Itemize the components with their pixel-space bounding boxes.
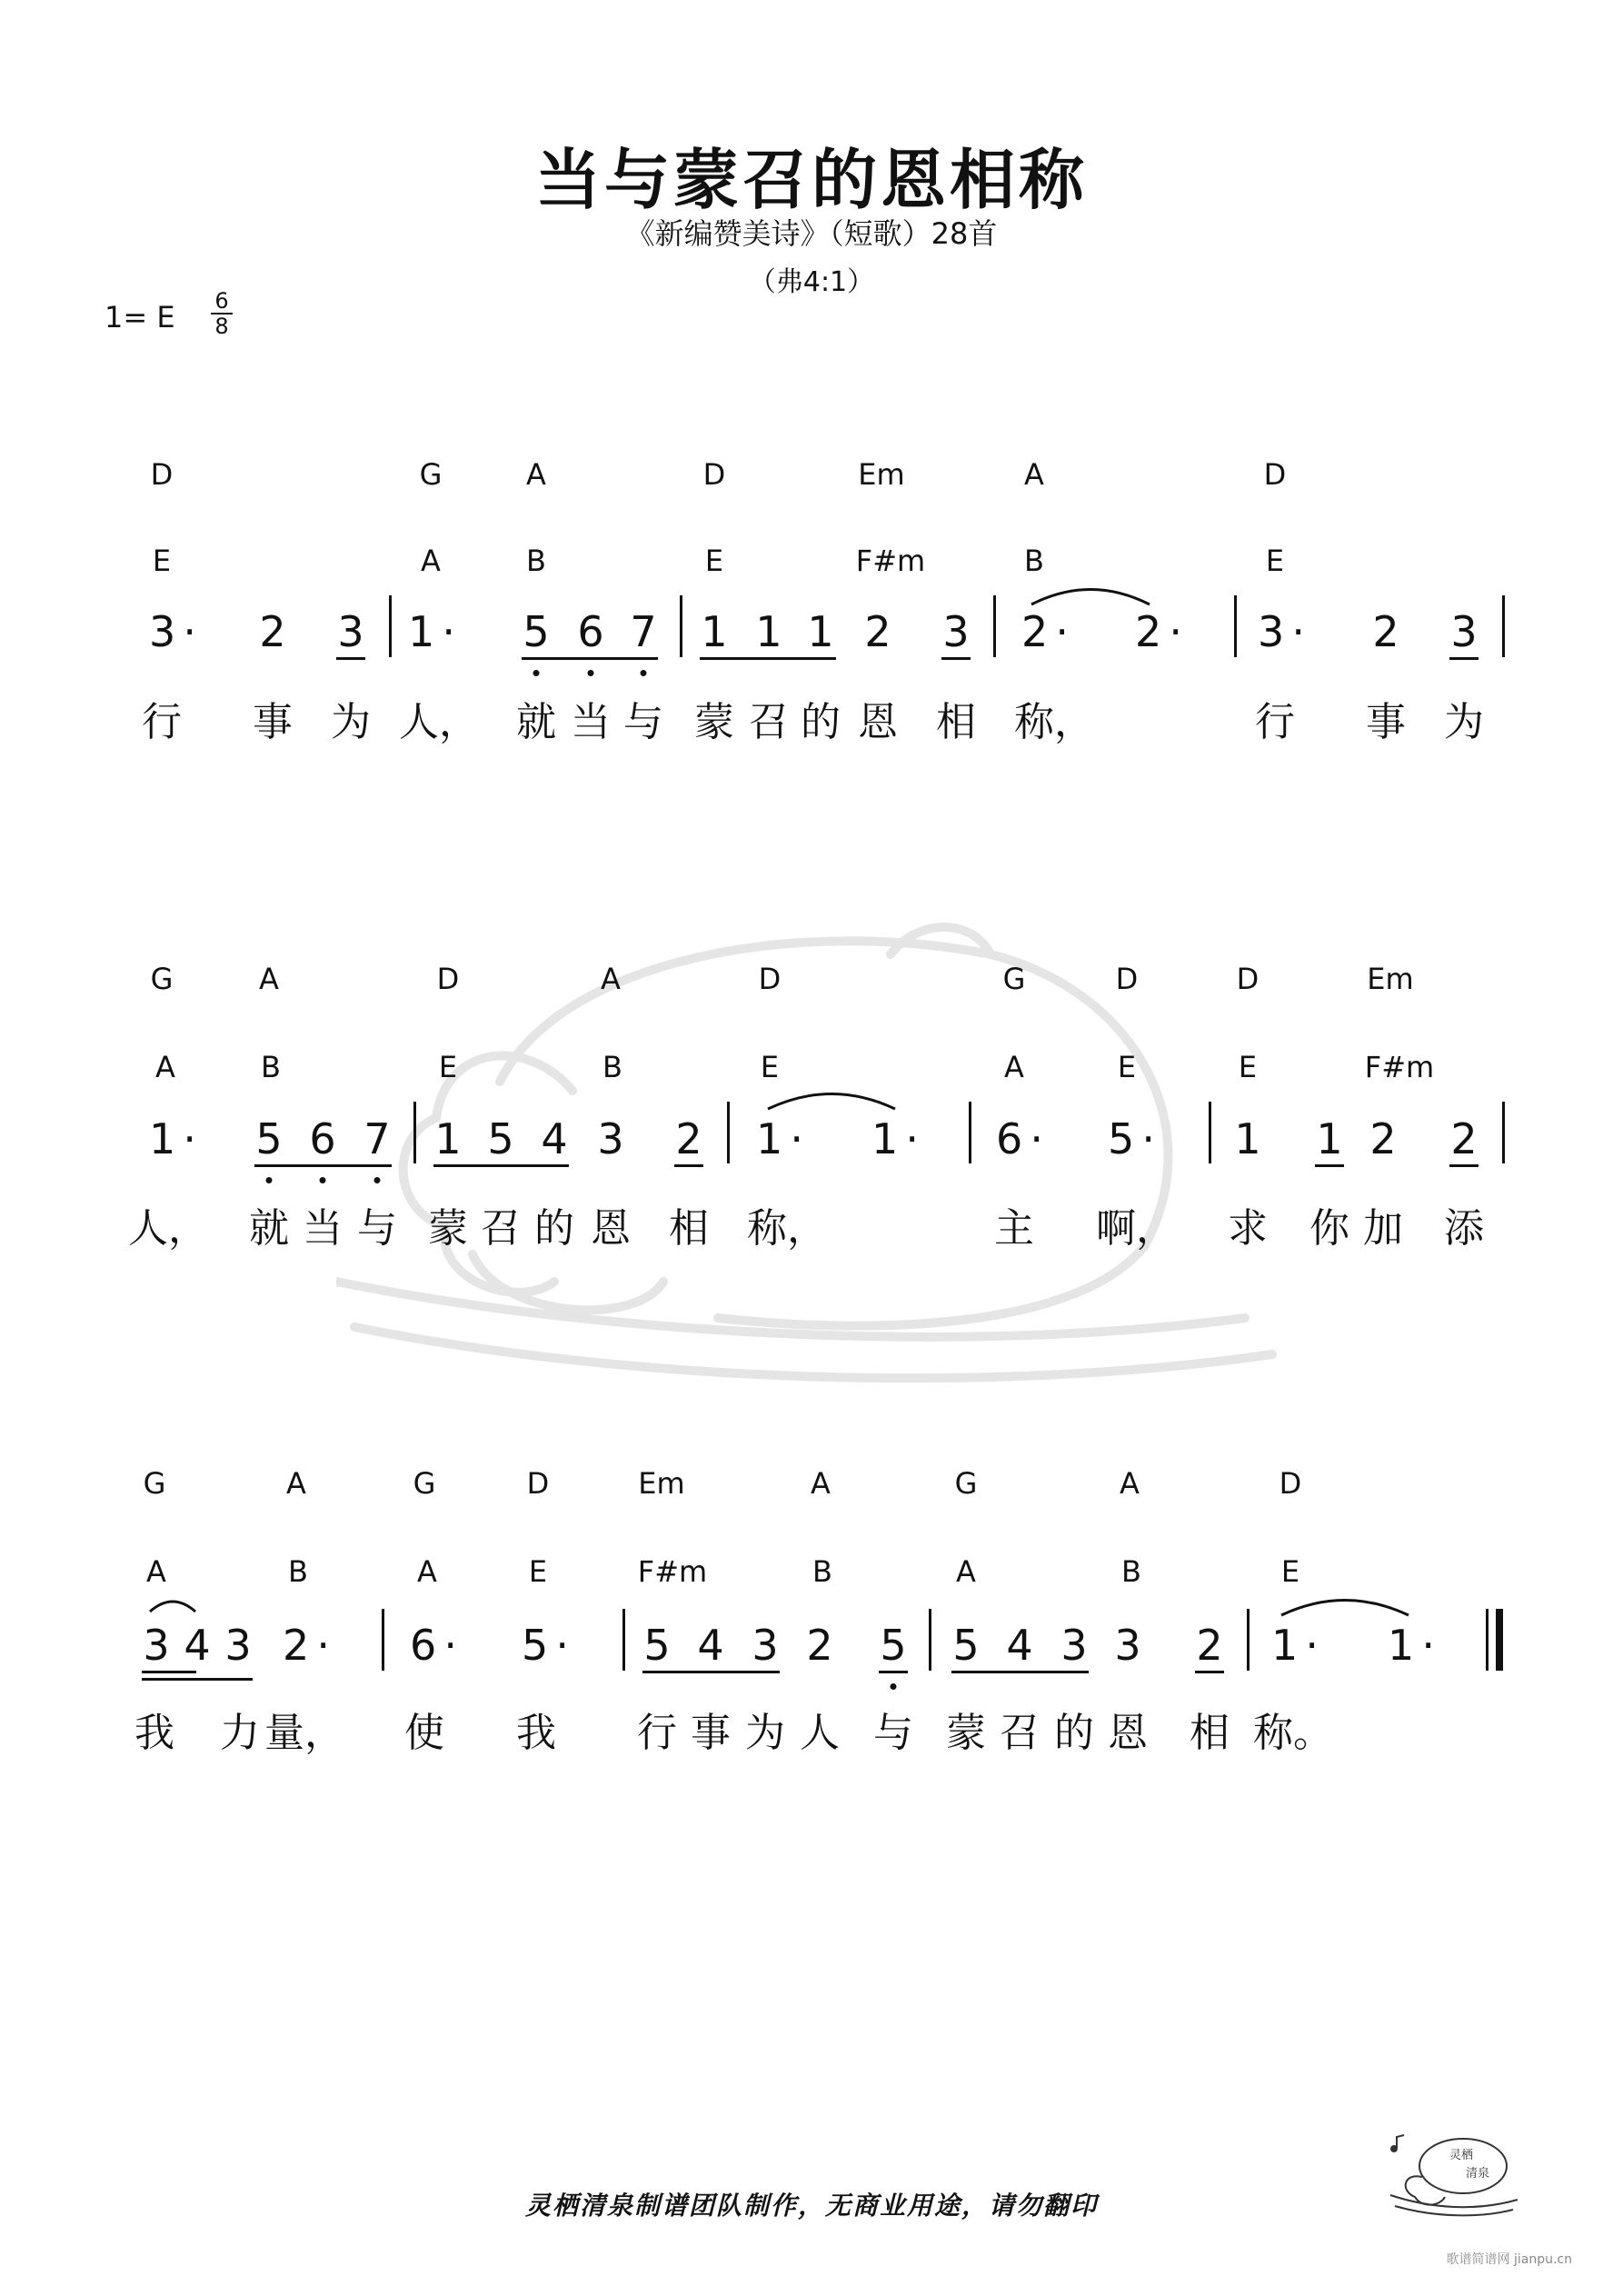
note: 3 [752, 1621, 779, 1670]
chord: E [438, 1050, 458, 1084]
chord: B [602, 1050, 622, 1084]
lyric: 就 [516, 699, 556, 745]
lyric: 召 [749, 699, 789, 745]
note: 1 · [408, 607, 455, 656]
chord: E [528, 1554, 548, 1589]
note: 3 [597, 1114, 624, 1163]
note: 5 [880, 1621, 907, 1670]
note: 2 [1196, 1621, 1223, 1670]
chord: E [1238, 1050, 1258, 1084]
low-dot [533, 670, 540, 676]
note: 5 [255, 1114, 283, 1163]
note: 5 [643, 1621, 671, 1670]
note: 2 · [1135, 607, 1182, 656]
lyric: 为 [1444, 699, 1484, 745]
chord: D [526, 1466, 550, 1501]
chord: B [1024, 544, 1044, 578]
lyric: 主 [994, 1205, 1034, 1252]
time-signature-bottom: 8 [211, 313, 233, 338]
note: 3 [1060, 1621, 1088, 1670]
underline [642, 1671, 780, 1673]
lyric: 称， [747, 1205, 827, 1252]
underline [941, 657, 971, 660]
note: 2 [1372, 607, 1399, 656]
lyric: 与 [357, 1205, 397, 1252]
lyric: 蒙 [694, 699, 734, 745]
note: 2 [259, 607, 286, 656]
note: 7 [630, 607, 657, 656]
lyric: 与 [873, 1710, 913, 1756]
lyric: 事 [1366, 699, 1406, 745]
note: 4 [1006, 1621, 1033, 1670]
lyric: 行 [142, 699, 182, 745]
lyric: 恩 [591, 1205, 631, 1252]
lyric: 事 [253, 699, 293, 745]
chord: F#m [1364, 1050, 1435, 1084]
note: 6 · [410, 1621, 457, 1670]
chord: A [956, 1554, 976, 1589]
lyric: 你 [1309, 1205, 1349, 1252]
note: 3 [942, 607, 970, 656]
lyric: 行 [1255, 699, 1295, 745]
note: 1 [701, 607, 728, 656]
note: 7 [363, 1114, 391, 1163]
lyric: 啊， [1096, 1205, 1176, 1252]
tie-icon [763, 1086, 900, 1113]
lyric: 的 [534, 1205, 574, 1252]
low-dot [320, 1177, 326, 1183]
lyric: 力 [220, 1710, 260, 1756]
song-subtitle: 《新编赞美诗》（短歌）28首 [625, 216, 998, 251]
note: 5 · [1108, 1114, 1155, 1163]
barline [727, 1102, 730, 1163]
chord: G [150, 962, 174, 996]
note: 3 [1450, 607, 1478, 656]
lyric: 的 [801, 699, 841, 745]
note: 1 · [756, 1114, 803, 1163]
underline [1315, 1164, 1344, 1167]
note: 1 [755, 607, 782, 656]
chord: F#m [855, 544, 926, 578]
chord: D [1236, 962, 1260, 996]
underline [254, 1164, 392, 1167]
chord: A [601, 962, 621, 996]
lyric: 召 [481, 1205, 521, 1252]
chord: B [1121, 1554, 1141, 1589]
note: 1 [1234, 1114, 1261, 1163]
underline [142, 1678, 253, 1681]
chord: A [286, 1466, 306, 1501]
note: 2 [1369, 1114, 1397, 1163]
chord: G [413, 1466, 436, 1501]
chord: A [146, 1554, 166, 1589]
underline [336, 657, 365, 660]
barline [680, 595, 682, 657]
lyric: 召 [1000, 1710, 1040, 1756]
scripture-reference: （弗4:1） [748, 266, 875, 298]
chord: A [811, 1466, 831, 1501]
chord: G [954, 1466, 978, 1501]
lyric: 蒙 [946, 1710, 986, 1756]
sheep-logo-icon [1386, 2131, 1522, 2218]
chord: A [1024, 457, 1044, 492]
lyric: 添 [1444, 1205, 1484, 1252]
lyric: 称， [1014, 699, 1094, 745]
underline [1449, 657, 1479, 660]
note: 6 [577, 607, 604, 656]
lyric: 与 [623, 699, 663, 745]
song-title: 当与蒙召的恩相称 [534, 142, 1088, 218]
low-dot [891, 1683, 897, 1690]
chord: D [436, 962, 460, 996]
barline [1209, 1102, 1211, 1163]
note: 3 [1114, 1621, 1141, 1670]
note: 5 · [522, 1621, 569, 1670]
chord: B [526, 544, 546, 578]
logo-text-1: 灵栖 [1449, 2149, 1474, 2162]
lyric: 使 [404, 1710, 444, 1756]
underline [1195, 1671, 1224, 1673]
chord: D [702, 457, 726, 492]
chord: Em [1367, 962, 1414, 996]
underline [433, 1164, 569, 1167]
barline [413, 1102, 416, 1163]
lyric: 就 [249, 1205, 289, 1252]
barline [1247, 1609, 1250, 1671]
barline [622, 1609, 625, 1671]
barline [389, 595, 392, 657]
note: 1 [434, 1114, 462, 1163]
chord: E [152, 544, 172, 578]
note: 1 · [1271, 1621, 1319, 1670]
time-signature-top: 6 [214, 288, 229, 314]
low-dot [588, 670, 594, 676]
lyric: 相 [936, 699, 976, 745]
tie-icon [1277, 1592, 1413, 1620]
chord: A [1120, 1466, 1140, 1501]
note: 3 [143, 1621, 170, 1670]
chord: A [417, 1554, 437, 1589]
lyric: 为 [745, 1710, 785, 1756]
chord: E [704, 544, 724, 578]
chord: A [1004, 1050, 1024, 1084]
note: 3 · [149, 607, 196, 656]
chord: G [143, 1466, 166, 1501]
lyric: 称。 [1253, 1710, 1333, 1756]
site-watermark: 歌谱简谱网 jianpu.cn [1446, 2252, 1572, 2267]
note: 6 · [996, 1114, 1043, 1163]
barline [382, 1609, 384, 1671]
lyric: 当 [303, 1205, 343, 1252]
note: 3 [224, 1621, 252, 1670]
note: 5 [523, 607, 550, 656]
lyric: 相 [669, 1205, 709, 1252]
chord: D [150, 457, 174, 492]
note: 1 [1316, 1114, 1343, 1163]
chord: E [1117, 1050, 1137, 1084]
lyric: 人 [800, 1710, 840, 1756]
chord: A [421, 544, 441, 578]
underline [674, 1164, 703, 1167]
barline [1502, 1102, 1505, 1163]
final-barline-thick [1496, 1609, 1503, 1671]
note: 2 [1450, 1114, 1478, 1163]
lyric: 量， [264, 1710, 344, 1756]
note: 2 · [283, 1621, 330, 1670]
note: 1 · [871, 1114, 919, 1163]
chord: E [1280, 1554, 1300, 1589]
chord: Em [638, 1466, 685, 1501]
note: 1 [807, 607, 834, 656]
lyric: 我 [516, 1710, 556, 1756]
footer-credit: 灵栖清泉制谱团队制作，无商业用途，请勿翻印 [524, 2191, 1098, 2221]
lyric: 的 [1054, 1710, 1094, 1756]
chord: B [812, 1554, 832, 1589]
chord: D [1263, 457, 1287, 492]
tie-icon [1027, 582, 1154, 609]
underline [879, 1671, 908, 1673]
chord: E [760, 1050, 780, 1084]
slur-icon [145, 1595, 200, 1615]
note: 1 · [1388, 1621, 1435, 1670]
chord: D [758, 962, 782, 996]
low-dot [266, 1177, 273, 1183]
chord: F#m [637, 1554, 708, 1589]
note: 4 [541, 1114, 568, 1163]
chord: B [261, 1050, 281, 1084]
note: 2 [864, 607, 891, 656]
lyric: 事 [691, 1710, 731, 1756]
note: 4 [697, 1621, 724, 1670]
logo-text-2: 清泉 [1466, 2167, 1490, 2181]
lyric: 我 [134, 1710, 174, 1756]
note: 5 [487, 1114, 514, 1163]
low-dot [374, 1177, 381, 1183]
lyric: 恩 [858, 699, 898, 745]
time-signature [211, 289, 233, 338]
lyric: 人， [399, 699, 479, 745]
chord: E [1265, 544, 1285, 578]
note: 5 [952, 1621, 980, 1670]
note: 4 [184, 1621, 211, 1670]
note: 3 [337, 607, 364, 656]
chord: D [1279, 1466, 1302, 1501]
lyric: 为 [331, 699, 371, 745]
lyric: 蒙 [428, 1205, 468, 1252]
chord: A [259, 962, 279, 996]
barline [1234, 595, 1237, 657]
lyric: 当 [571, 699, 611, 745]
chord: G [419, 457, 443, 492]
note: 6 [309, 1114, 336, 1163]
note: 3 · [1258, 607, 1305, 656]
barline [929, 1609, 931, 1671]
chord: A [155, 1050, 175, 1084]
chord: Em [858, 457, 905, 492]
barline [993, 595, 996, 657]
underline [142, 1671, 196, 1673]
chord: G [1002, 962, 1026, 996]
final-barline-thin [1486, 1609, 1489, 1671]
lyric: 恩 [1108, 1710, 1148, 1756]
lyric: 人， [128, 1205, 208, 1252]
underline [522, 657, 658, 660]
note: 1 · [149, 1114, 196, 1163]
underline [1449, 1164, 1479, 1167]
lyric: 相 [1190, 1710, 1230, 1756]
note: 2 · [1021, 607, 1069, 656]
underline [951, 1671, 1089, 1673]
barline [1502, 595, 1505, 657]
chord: D [1115, 962, 1139, 996]
chord: B [288, 1554, 308, 1589]
lyric: 行 [637, 1710, 677, 1756]
underline [700, 657, 836, 660]
low-dot [641, 670, 647, 676]
barline [969, 1102, 971, 1163]
lyric: 加 [1363, 1205, 1403, 1252]
key-signature: 1= E [105, 300, 175, 334]
note: 2 [675, 1114, 702, 1163]
chord: A [526, 457, 546, 492]
lyric: 求 [1228, 1205, 1268, 1252]
note: 2 [806, 1621, 833, 1670]
